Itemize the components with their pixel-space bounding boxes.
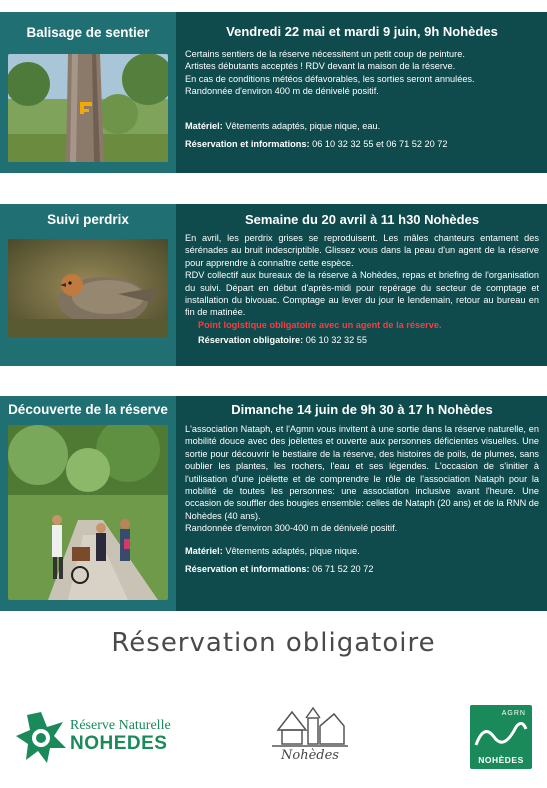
reservation-line: Réservation obligatoire: 06 10 32 32 55	[198, 335, 368, 346]
card-content	[176, 396, 547, 611]
description-paragraph: Randonnée d'environ 300-400 m de dénivelé positif.	[185, 523, 398, 534]
event-card-balisage	[0, 12, 547, 173]
agrn-logo	[470, 705, 532, 769]
nohedes-village-logo	[270, 700, 350, 772]
card-left-panel	[0, 396, 176, 611]
village-logo-text: Nohèdes	[281, 748, 339, 763]
card-title: Suivi perdrix	[47, 212, 129, 227]
reservation-line: Réservation et informations: 06 10 32 32 55 et 06 71 52 20 72	[185, 139, 448, 150]
mountain-icon	[470, 715, 532, 755]
card-content	[176, 204, 547, 366]
description-paragraph: En avril, les perdrix grises se reproduisent. Les mâles chanteurs entament des sérénades au bruit indescriptible. Glissez vous dans la peau d'un agent de la réserve pour apprendre à connaître cette espèce.	[185, 233, 539, 268]
logo-text-line1: Réserve Naturelle	[70, 718, 171, 733]
event-date-heading: Semaine du 20 avril à 11 h30 Nohèdes	[244, 212, 480, 227]
reservation-line: Réservation et informations: 06 71 52 20 72	[185, 564, 374, 575]
description-line: En cas de conditions météos défavorables, les sorties seront annulées.	[185, 73, 475, 84]
event-date-heading: Vendredi 22 mai et mardi 9 juin, 9h Nohèdes	[226, 24, 498, 39]
description-line: Randonnée d'environ 400 m de dénivelé positif.	[185, 86, 379, 97]
warning-text: Point logistique obligatoire avec un agent de la réserve.	[198, 319, 442, 330]
logo-text-line2: NOHEDES	[70, 733, 168, 754]
description-line: Certains sentiers de la réserve nécessitent un petit coup de peinture.	[185, 49, 465, 59]
agrn-logo-bottom-text: NOHÈDES	[478, 755, 524, 765]
hikers-photo	[8, 425, 168, 600]
reserve-star-icon	[14, 710, 68, 764]
reserve-naturelle-logo	[14, 708, 189, 766]
event-date-heading: Dimanche 14 juin de 9h 30 à 17 h Nohèdes	[231, 402, 493, 417]
card-title: Balisage de sentier	[26, 25, 150, 40]
card-left-panel	[0, 204, 176, 366]
event-card-decouverte	[0, 396, 547, 611]
trail-marking-photo	[8, 54, 168, 162]
description-paragraph: L'association Nataph, et l'Agmn vous invitent à une sortie dans la réserve naturelle, en mobilité douce avec des joëlettes et ouverte aux personnes déficientes visuelles. Une sortie pour découvrir le bestiaire de la réserve, des histoires de poils, de plumes, sans oublier les plantes, les rochers, l'eau et ses légendes. L'occasion de s'initier à l'utilisation d'une joëlette et de comprendre le rôle de l'association Nataph pour la mobilité de toutes les personnes: une association inclusive avant l'heure. Une occasion de souffler des bougies ensemble: celles de Nataph (20 ans) et de la RNN de Nohèdes (40 ans).	[185, 424, 539, 521]
event-card-perdrix	[0, 204, 547, 366]
card-content	[176, 12, 547, 173]
reservation-banner: Réservation obligatoire	[111, 628, 436, 658]
description-paragraph: RDV collectif aux bureaux de la réserve à Nohèdes, repas et briefing de l'organisation du suivi. Départ en début d'après-midi pour repérage du secteur de comptage et installation du bivouac. Comptage au lever du jour le lendemain, retour au bureau en fin de matinée.	[185, 270, 539, 318]
description-line: Artistes débutants acceptés ! RDV devant la maison de la réserve.	[185, 61, 456, 72]
partridge-photo	[8, 239, 168, 337]
card-title: Découverte de la réserve	[8, 402, 168, 417]
card-left-panel	[0, 12, 176, 173]
material-line: Matériel: Vêtements adaptés, pique nique.	[185, 545, 360, 556]
village-drawing-icon	[270, 700, 350, 750]
material-line: Matériel: Vêtements adaptés, pique nique, eau.	[185, 120, 381, 131]
agrn-logo-top-text: AGRN	[501, 710, 526, 717]
